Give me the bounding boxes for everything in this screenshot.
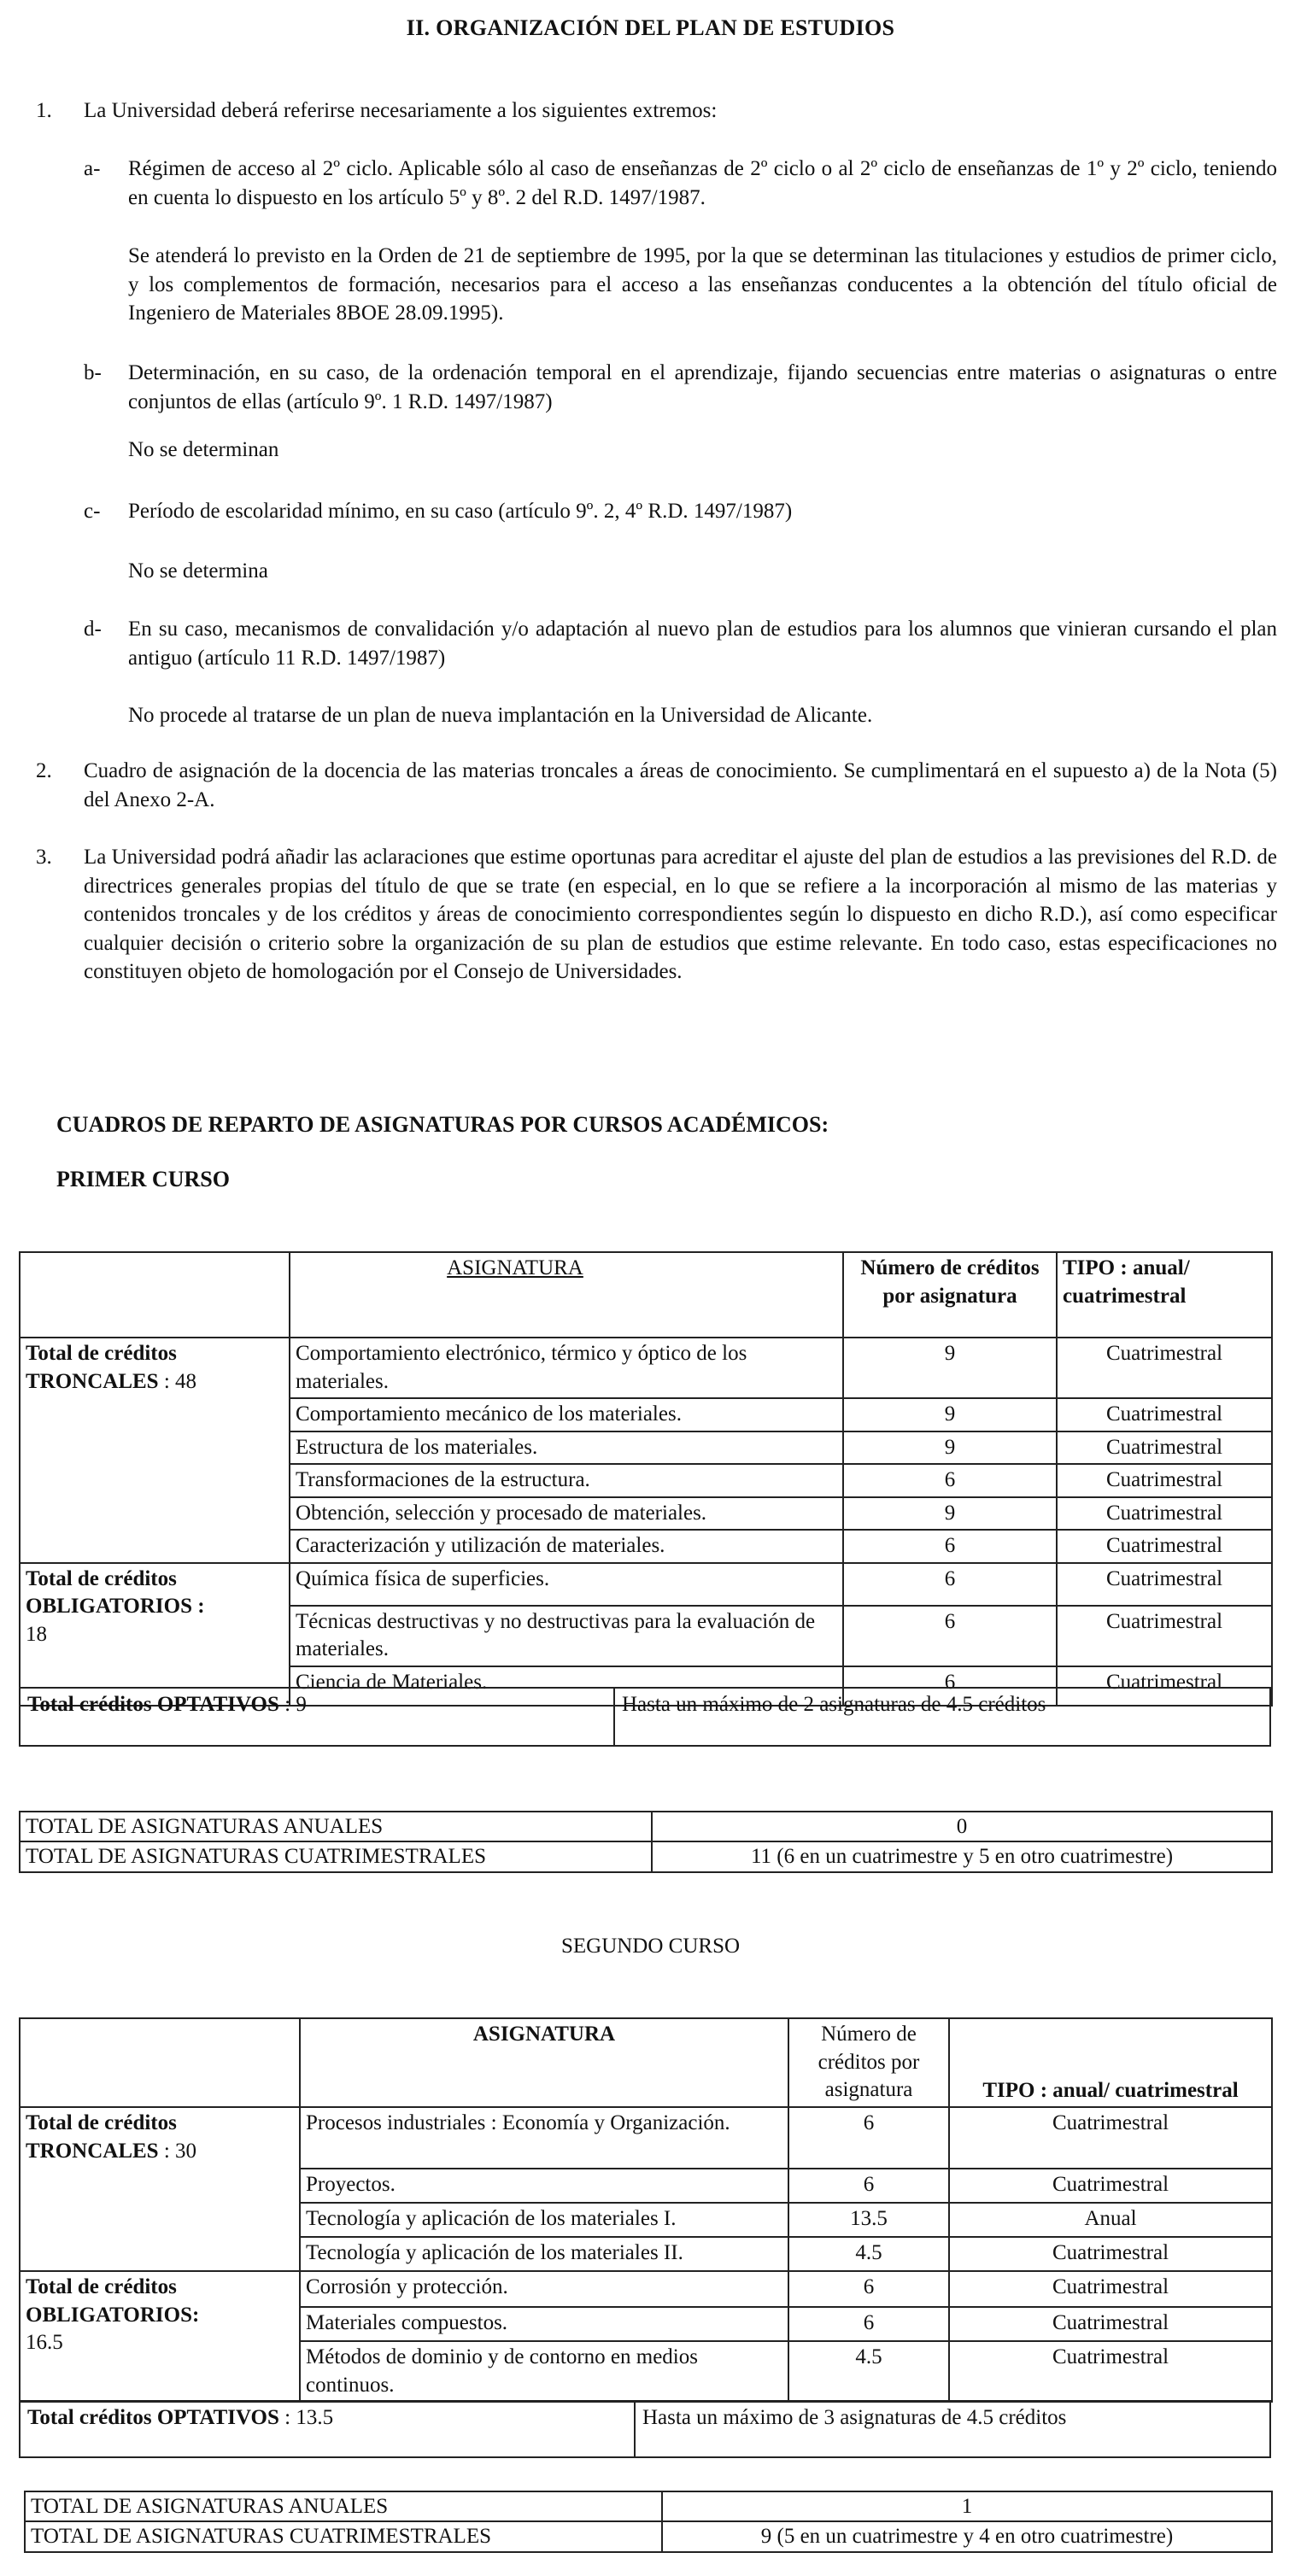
item-3-text: La Universidad podrá añadir las aclaraciones que estime oportunas para acreditar el ajuste del plan de estudios a las previsiones del R.D. de directrices generales propias del título de que se trate (en especial, en lo que se refiere a la incorporación al mismo de las materias y contenidos troncales y de los créditos y áreas de conocimiento correspondientes según lo dispuesto en dicho R.D.), así como especificar cualquier decisión o criterio sobre la organización de su plan de estudios que estime relevante. En todo caso, estas especificaciones no constituyen objeto de homologación por el Consejo de Universidades.	[84, 846, 1277, 983]
creditos-cell: 6	[788, 2307, 949, 2341]
item-1c-note: No se determina	[128, 559, 268, 583]
item-2-number: 2.	[36, 759, 52, 782]
table-header-row	[20, 2018, 1272, 2107]
item-1-text: La Universidad deberá referirse necesariamente a los siguientes extremos:	[84, 99, 718, 122]
tipo-cell: Anual	[949, 2203, 1272, 2237]
primer-summary-table	[19, 1811, 1273, 1873]
asignatura-cell: Comportamiento mecánico de los materiales.	[290, 1398, 843, 1431]
creditos-cell: 6	[843, 1563, 1057, 1606]
tipo-cell: Cuatrimestral	[949, 2341, 1272, 2402]
asignatura-cell: Materiales compuestos.	[300, 2307, 788, 2341]
table-row	[20, 2271, 1272, 2307]
obligatorios-label: Total de créditos OBLIGATORIOS:	[26, 2275, 200, 2327]
summary-row	[25, 2521, 1272, 2551]
summary-value: 1	[662, 2491, 1272, 2521]
item-1a-letter: a-	[84, 157, 101, 180]
creditos-cell: 4.5	[788, 2237, 949, 2271]
tipo-cell: Cuatrimestral	[1057, 1606, 1272, 1666]
optativos-value: : 13.5	[278, 2406, 334, 2429]
item-2-text: Cuadro de asignación de la docencia de las materias troncales a áreas de conocimiento. Se cumplimentará en el supuesto a) de la Nota (5) del Anexo 2-A.	[84, 759, 1277, 811]
header-creditos: Número de créditos por asignatura	[788, 2018, 949, 2107]
obligatorios-value: 18	[26, 1622, 47, 1646]
creditos-cell: 9	[843, 1338, 1057, 1398]
optativos-note: Hasta un máximo de 3 asignaturas de 4.5 créditos	[642, 2406, 1067, 2429]
asignatura-cell: Química física de superficies.	[290, 1563, 843, 1606]
creditos-cell: 6	[843, 1464, 1057, 1497]
asignatura-cell: Tecnología y aplicación de los materiales II.	[300, 2237, 788, 2271]
creditos-cell: 6	[843, 1606, 1057, 1666]
item-1c-text: Período de escolaridad mínimo, en su caso (artículo 9º. 2, 4º R.D. 1497/1987)	[128, 500, 793, 523]
tipo-cell: Cuatrimestral	[949, 2107, 1272, 2169]
primer-optativos-box	[19, 1687, 1271, 1747]
section-title: II. ORGANIZACIÓN DEL PLAN DE ESTUDIOS	[406, 15, 895, 40]
creditos-cell: 6	[843, 1530, 1057, 1563]
primer-curso-heading: PRIMER CURSO	[56, 1167, 230, 1191]
tipo-cell: Cuatrimestral	[1057, 1530, 1272, 1563]
tipo-cell: Cuatrimestral	[1057, 1338, 1272, 1398]
tipo-cell: Cuatrimestral	[1057, 1497, 1272, 1531]
tipo-cell: Cuatrimestral	[949, 2169, 1272, 2203]
tipo-cell: Cuatrimestral	[1057, 1666, 1272, 1706]
creditos-cell: 9	[843, 1497, 1057, 1531]
obligatorios-cell	[20, 2271, 300, 2402]
item-1a-note: Se atenderá lo previsto en la Orden de 21 de septiembre de 1995, por la que se determinan las titulaciones y estudios de primer ciclo, y los complementos de formación, necesarios para el acceso a las enseñanzas conducentes a la obtención del título oficial de Ingeniero de Materiales 8BOE 28.09.1995).	[128, 244, 1277, 325]
table-row	[20, 1338, 1272, 1398]
troncales-value: : 30	[158, 2139, 197, 2163]
summary-value: 11 (6 en un cuatrimestre y 5 en otro cuatrimestre)	[652, 1841, 1272, 1871]
creditos-cell: 6	[788, 2169, 949, 2203]
item-3-number: 3.	[36, 846, 52, 869]
item-1b-text: Determinación, en su caso, de la ordenación temporal en el aprendizaje, fijando secuencias entre materias o asignaturas o entre conjuntos de ellas (artículo 9º. 1 R.D. 1497/1987)	[128, 361, 1277, 413]
summary-value: 0	[652, 1812, 1272, 1841]
table-row	[20, 2107, 1272, 2169]
header-asignatura: ASIGNATURA	[300, 2018, 788, 2107]
summary-row	[20, 1841, 1272, 1871]
optativos-value: : 9	[278, 1693, 307, 1716]
asignatura-cell: Obtención, selección y procesado de materiales.	[290, 1497, 843, 1531]
asignatura-cell: Estructura de los materiales.	[290, 1431, 843, 1465]
asignatura-cell: Métodos de dominio y de contorno en medios continuos.	[300, 2341, 788, 2402]
tipo-cell: Cuatrimestral	[949, 2237, 1272, 2271]
header-creditos: Número de créditos por asignatura	[843, 1252, 1057, 1338]
tipo-cell: Cuatrimestral	[949, 2271, 1272, 2307]
summary-label: TOTAL DE ASIGNATURAS CUATRIMESTRALES	[25, 2521, 662, 2551]
tipo-cell: Cuatrimestral	[1057, 1464, 1272, 1497]
item-1d-text: En su caso, mecanismos de convalidación y/o adaptación al nuevo plan de estudios para los alumnos que vinieran cursando el plan antiguo (artículo 11 R.D. 1497/1987)	[128, 618, 1277, 670]
optativos-label: Total créditos OPTATIVOS	[27, 2406, 279, 2429]
segundo-summary-table	[24, 2491, 1273, 2553]
asignatura-cell: Proyectos.	[300, 2169, 788, 2203]
item-1b-letter: b-	[84, 361, 102, 384]
segundo-curso-table	[19, 2017, 1273, 2403]
header-tipo: TIPO : anual/ cuatrimestral	[949, 2018, 1272, 2107]
table-header-row	[20, 1252, 1272, 1338]
asignatura-cell: Caracterización y utilización de materiales.	[290, 1530, 843, 1563]
troncales-cell	[20, 1338, 290, 1563]
tipo-cell: Cuatrimestral	[1057, 1431, 1272, 1465]
optativos-cell	[21, 2402, 636, 2456]
creditos-cell: 6	[843, 1666, 1057, 1706]
obligatorios-value: 16.5	[26, 2331, 63, 2354]
item-1b-note: No se determinan	[128, 438, 279, 461]
asignatura-cell: Procesos industriales : Economía y Organización.	[300, 2107, 788, 2169]
segundo-curso-heading: SEGUNDO CURSO	[560, 1935, 741, 1958]
asignatura-cell: Transformaciones de la estructura.	[290, 1464, 843, 1497]
item-1d-letter: d-	[84, 618, 102, 641]
obligatorios-cell	[20, 1563, 290, 1706]
header-asignatura: ASIGNATURA	[290, 1252, 843, 1338]
item-1a-text: Régimen de acceso al 2º ciclo. Aplicable sólo al caso de enseñanzas de 2º ciclo o al 2º ciclo de enseñanzas de 1º y 2º ciclo, teniendo en cuenta lo dispuesto en los artículo 5º y 8º. 2 del R.D. 1497/1987.	[128, 157, 1277, 209]
summary-label: TOTAL DE ASIGNATURAS ANUALES	[20, 1812, 652, 1841]
segundo-optativos-box	[19, 2400, 1271, 2458]
creditos-cell: 6	[788, 2271, 949, 2307]
optativos-label: Total créditos OPTATIVOS	[27, 1693, 279, 1716]
header-empty-cell	[20, 2018, 300, 2107]
creditos-cell: 4.5	[788, 2341, 949, 2402]
asignatura-cell: Ciencia de Materiales.	[290, 1666, 843, 1706]
asignatura-cell: Técnicas destructivas y no destructivas para la evaluación de materiales.	[290, 1606, 843, 1666]
item-1d-note: No procede al tratarse de un plan de nueva implantación en la Universidad de Alicante.	[128, 704, 873, 727]
tipo-cell: Cuatrimestral	[949, 2307, 1272, 2341]
obligatorios-label: Total de créditos OBLIGATORIOS :	[26, 1566, 205, 1618]
primer-curso-table	[19, 1251, 1273, 1707]
optativos-note: Hasta un máximo de 2 asignaturas de 4.5 créditos	[622, 1693, 1046, 1716]
tipo-cell: Cuatrimestral	[1057, 1398, 1272, 1431]
troncales-label: Total de créditos TRONCALES	[26, 1342, 177, 1393]
asignatura-cell: Corrosión y protección.	[300, 2271, 788, 2307]
summary-row	[25, 2491, 1272, 2521]
summary-label: TOTAL DE ASIGNATURAS ANUALES	[25, 2491, 662, 2521]
asignatura-cell: Tecnología y aplicación de los materiales I.	[300, 2203, 788, 2237]
tipo-cell: Cuatrimestral	[1057, 1563, 1272, 1606]
troncales-cell	[20, 2107, 300, 2271]
summary-label: TOTAL DE ASIGNATURAS CUATRIMESTRALES	[20, 1841, 652, 1871]
cuadros-heading: CUADROS DE REPARTO DE ASIGNATURAS POR CURSOS ACADÉMICOS:	[56, 1112, 829, 1137]
summary-row	[20, 1812, 1272, 1841]
header-tipo: TIPO : anual/ cuatrimestral	[1057, 1252, 1272, 1338]
creditos-cell: 9	[843, 1398, 1057, 1431]
troncales-value: : 48	[158, 1369, 197, 1393]
header-empty-cell	[20, 1252, 290, 1338]
item-1c-letter: c-	[84, 500, 101, 523]
optativos-cell	[21, 1689, 615, 1745]
asignatura-cell: Comportamiento electrónico, térmico y óptico de los materiales.	[290, 1338, 843, 1398]
table-row	[20, 1563, 1272, 1606]
creditos-cell: 6	[788, 2107, 949, 2169]
troncales-label: Total de créditos TRONCALES	[26, 2111, 177, 2163]
item-1-number: 1.	[36, 99, 52, 122]
summary-value: 9 (5 en un cuatrimestre y 4 en otro cuatrimestre)	[662, 2521, 1272, 2551]
creditos-cell: 13.5	[788, 2203, 949, 2237]
creditos-cell: 9	[843, 1431, 1057, 1465]
